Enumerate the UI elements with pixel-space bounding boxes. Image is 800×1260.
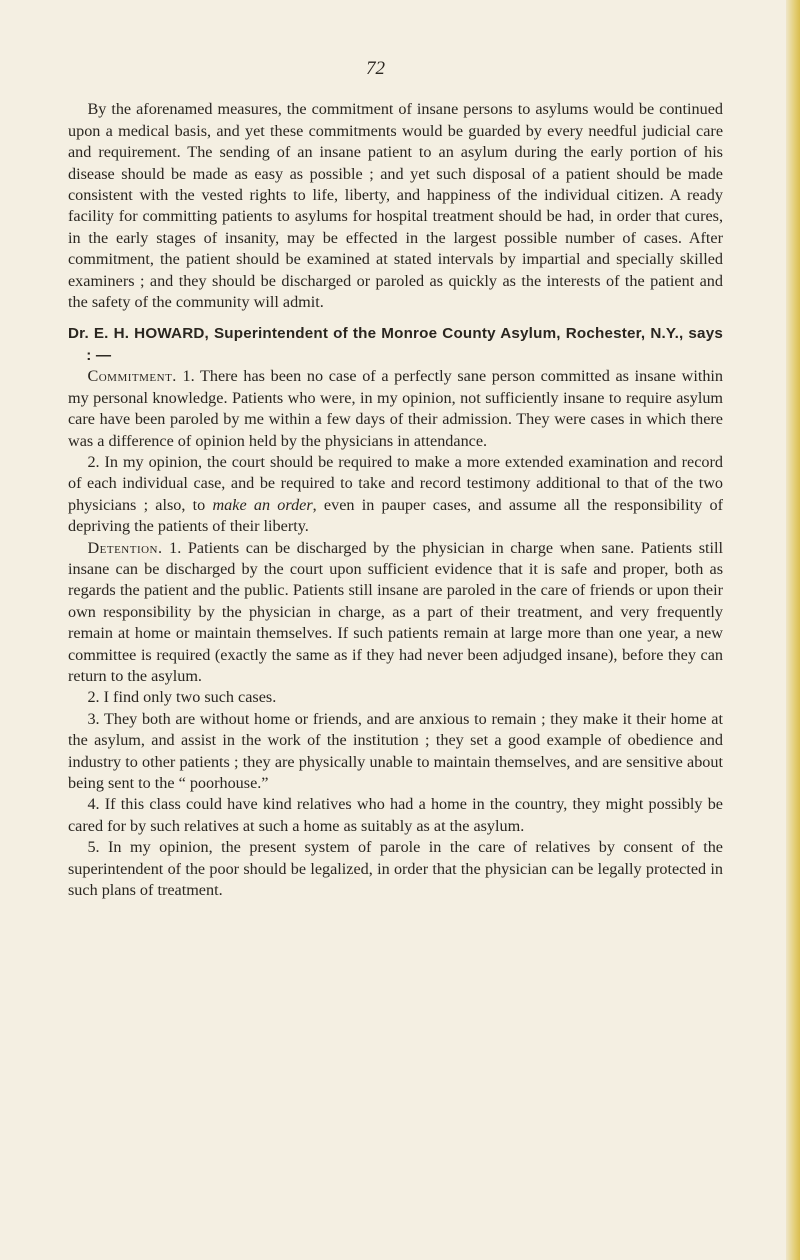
commitment-item-2-before: 2. In my opinion, the court should be required to make a more extended examination and record of each individual case, and be required to take and record testimony additional to that of the two physicians ; also, to [68, 452, 723, 514]
detention-item-1-text: 1. Patients can be discharged by the physician in charge when sane. Patients still insane can be discharged by the court upon sufficient evidence that it is safe and proper, both as regards the patient and the public. Patients still insane are paroled in the care of friends or upon their own responsibility by the physician in charge, as a part of their treatment, and very frequently remain at home or maintain themselves. If such patients remain at large more than one year, a new committee is required (exactly the same as if they had never been adjudged insane), before they can return to the asylum. [68, 538, 723, 685]
detention-item-1 [68, 538, 723, 688]
commitment-item-1-text: 1. There has been no case of a perfectly sane person committed as insane within my personal knowledge. Patients who were, in my opinion, not sufficiently insane to require asylum care have been paroled by me within a few days of their admission. They were cases in which there was a difference of opinion held by the physicians in attendance. [68, 367, 723, 450]
speaker-heading: Dr. E. H. HOWARD, Superintendent of the Monroe County Asylum, Rochester, N.Y., says : — [68, 325, 723, 364]
detention-label: Detention. [87, 538, 163, 557]
detention-item-2: 2. I find only two such cases. [87, 688, 277, 707]
commitment-label: Commitment. [87, 367, 177, 386]
page-number: 72 [366, 58, 385, 79]
detention-item-5: 5. In my opinion, the present system of parole in the care of relatives by consent of the superintendent of the poor should be legalized, in order that the physician can be legally protected in such plans of treatment. [68, 838, 723, 900]
commitment-item-1 [68, 366, 723, 452]
detention-item-3: 3. They both are without home or friends, and are anxious to remain ; they make it their home at the asylum, and assist in the work of the institution ; they set a good example of obedience and industry to other patients ; they are physically unable to maintain themselves, and are sensitive about being sent to the “ poorhouse.” [68, 709, 723, 792]
page-edge [786, 0, 800, 1260]
commitment-item-2 [68, 452, 723, 538]
commitment-item-2-after: , even in pauper cases, and assume all the responsibility of depriving the patients of their liberty. [68, 495, 723, 536]
intro-paragraph: By the aforenamed measures, the commitment of insane persons to asylums would be continued upon a medical basis, and yet these commitments would be guarded by every needful judicial care and requirement. The sending of an insane patient to an asylum during the early portion of his disease should be made as easy as possible ; and yet such disposal of a patient should be made consistent with the vested rights to life, liberty, and happiness of the individual citizen. A ready facility for committing patients to asylums for hospital treatment should be had, in order that cures, in the early stages of insanity, may be effected in the largest possible number of cases. After commitment, the patient should be examined at stated intervals by impartial and specially skilled examiners ; and they should be discharged or paroled as quickly as the interests of the patient and the safety of the community will admit. [68, 100, 723, 312]
document-page [68, 58, 723, 901]
commitment-item-2-italic: make an order [212, 495, 313, 514]
detention-item-4: 4. If this class could have kind relatives who had a home in the country, they might possibly be cared for by such relatives at such a home as suitably as at the asylum. [68, 795, 723, 835]
